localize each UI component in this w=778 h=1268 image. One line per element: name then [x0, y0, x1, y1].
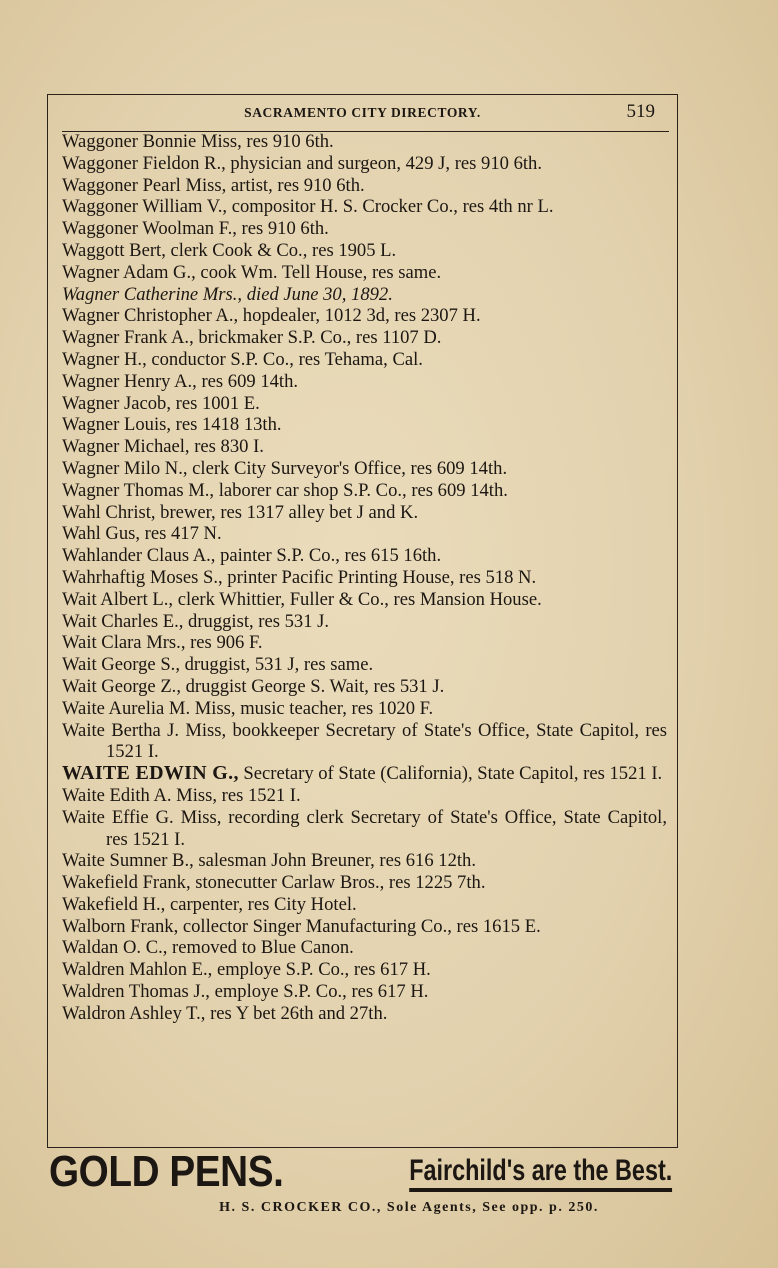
running-title: SACRAMENTO CITY DIRECTORY. — [244, 105, 481, 120]
directory-entry: Walborn Frank, collector Singer Manufacturing Co., res 1615 E. — [62, 915, 541, 937]
directory-entry: Wait Charles E., druggist, res 531 J. — [62, 610, 330, 632]
page-number: 519 — [626, 101, 655, 122]
directory-entry: Wagner H., conductor S.P. Co., res Tehama, Cal. — [62, 348, 423, 370]
directory-listing-frame — [47, 94, 678, 1148]
directory-entry: Waggoner Woolman F., res 910 6th. — [62, 218, 329, 240]
directory-entry: Wait Albert L., clerk Whittier, Fuller & Co., res Mansion House. — [62, 588, 542, 610]
directory-entry: Wahlander Claus A., painter S.P. Co., res 615 16th. — [62, 545, 442, 567]
directory-entry: Wagner Adam G., cook Wm. Tell House, res same. — [62, 261, 442, 283]
directory-entry: Wagner Michael, res 830 I. — [62, 436, 264, 458]
directory-entry: Waggott Bert, clerk Cook & Co., res 1905 L. — [62, 239, 397, 261]
ad-headline: GOLD PENS. — [49, 1147, 284, 1196]
directory-entry: Waldren Thomas J., employe S.P. Co., res 617 H. — [62, 981, 429, 1003]
directory-entry: Wahl Gus, res 417 N. — [62, 523, 222, 545]
directory-entries — [62, 131, 667, 1025]
directory-entry-deceased: Wagner Catherine Mrs., died June 30, 1892. — [62, 283, 393, 305]
directory-entry-featured: WAITE EDWIN G., Secretary of State (California), State Capitol, res 1521 I. — [62, 762, 663, 785]
directory-entry: Wait George Z., druggist George S. Wait, res 531 J. — [62, 675, 445, 697]
ad-agents-line: H. S. CROCKER CO., Sole Agents, See opp. p. 250. — [219, 1200, 599, 1215]
directory-entry: Wakefield H., carpenter, res City Hotel. — [62, 893, 357, 915]
directory-entry: Wagner Jacob, res 1001 E. — [62, 392, 260, 414]
directory-entry: Wagner Milo N., clerk City Surveyor's Office, res 609 14th. — [62, 457, 508, 479]
directory-entry: Waggoner William V., compositor H. S. Crocker Co., res 4th nr L. — [62, 196, 554, 218]
directory-entry: Waggoner Fieldon R., physician and surgeon, 429 J, res 910 6th. — [62, 152, 542, 174]
directory-entry: Waggoner Pearl Miss, artist, res 910 6th. — [62, 174, 365, 196]
directory-entry: Wait George S., druggist, 531 J, res same. — [62, 654, 374, 676]
ad-tagline: Fairchild's are the Best. — [409, 1154, 672, 1192]
advertisement-banner — [47, 1147, 678, 1196]
directory-entry: Wakefield Frank, stonecutter Carlaw Bros., res 1225 7th. — [62, 872, 486, 894]
featured-name: WAITE EDWIN G., — [62, 762, 239, 785]
directory-entry: Waite Aurelia M. Miss, music teacher, res 1020 F. — [62, 697, 434, 719]
directory-entry: Wagner Thomas M., laborer car shop S.P. Co., res 609 14th. — [62, 479, 508, 501]
directory-entry: Wagner Henry A., res 609 14th. — [62, 370, 299, 392]
directory-entry: Wahrhaftig Moses S., printer Pacific Printing House, res 518 N. — [62, 566, 537, 588]
directory-entry: Wait Clara Mrs., res 906 F. — [62, 632, 263, 654]
directory-entry: Wagner Frank A., brickmaker S.P. Co., res 1107 D. — [62, 327, 442, 349]
directory-entry: Waite Edith A. Miss, res 1521 I. — [62, 784, 301, 806]
directory-entry: Wagner Louis, res 1418 13th. — [62, 414, 282, 436]
directory-entry: Wahl Christ, brewer, res 1317 alley bet J and K. — [62, 501, 419, 523]
directory-entry: Waggoner Bonnie Miss, res 910 6th. — [62, 131, 334, 152]
running-head — [48, 101, 677, 127]
directory-entry: Waite Bertha J. Miss, bookkeeper Secretary of State's Office, State Capitol, res 1521 I. — [62, 719, 667, 763]
directory-entry: Waldren Mahlon E., employe S.P. Co., res 617 H. — [62, 959, 431, 981]
directory-entry: Waldan O. C., removed to Blue Canon. — [62, 937, 354, 959]
directory-entry: Wagner Christopher A., hopdealer, 1012 3d, res 2307 H. — [62, 305, 481, 327]
directory-entry: Waldron Ashley T., res Y bet 26th and 27th. — [62, 1002, 388, 1024]
directory-entry: Waite Effie G. Miss, recording clerk Secretary of State's Office, State Capitol, res 1521 I. — [62, 806, 667, 850]
directory-entry: Waite Sumner B., salesman John Breuner, res 616 12th. — [62, 850, 476, 872]
